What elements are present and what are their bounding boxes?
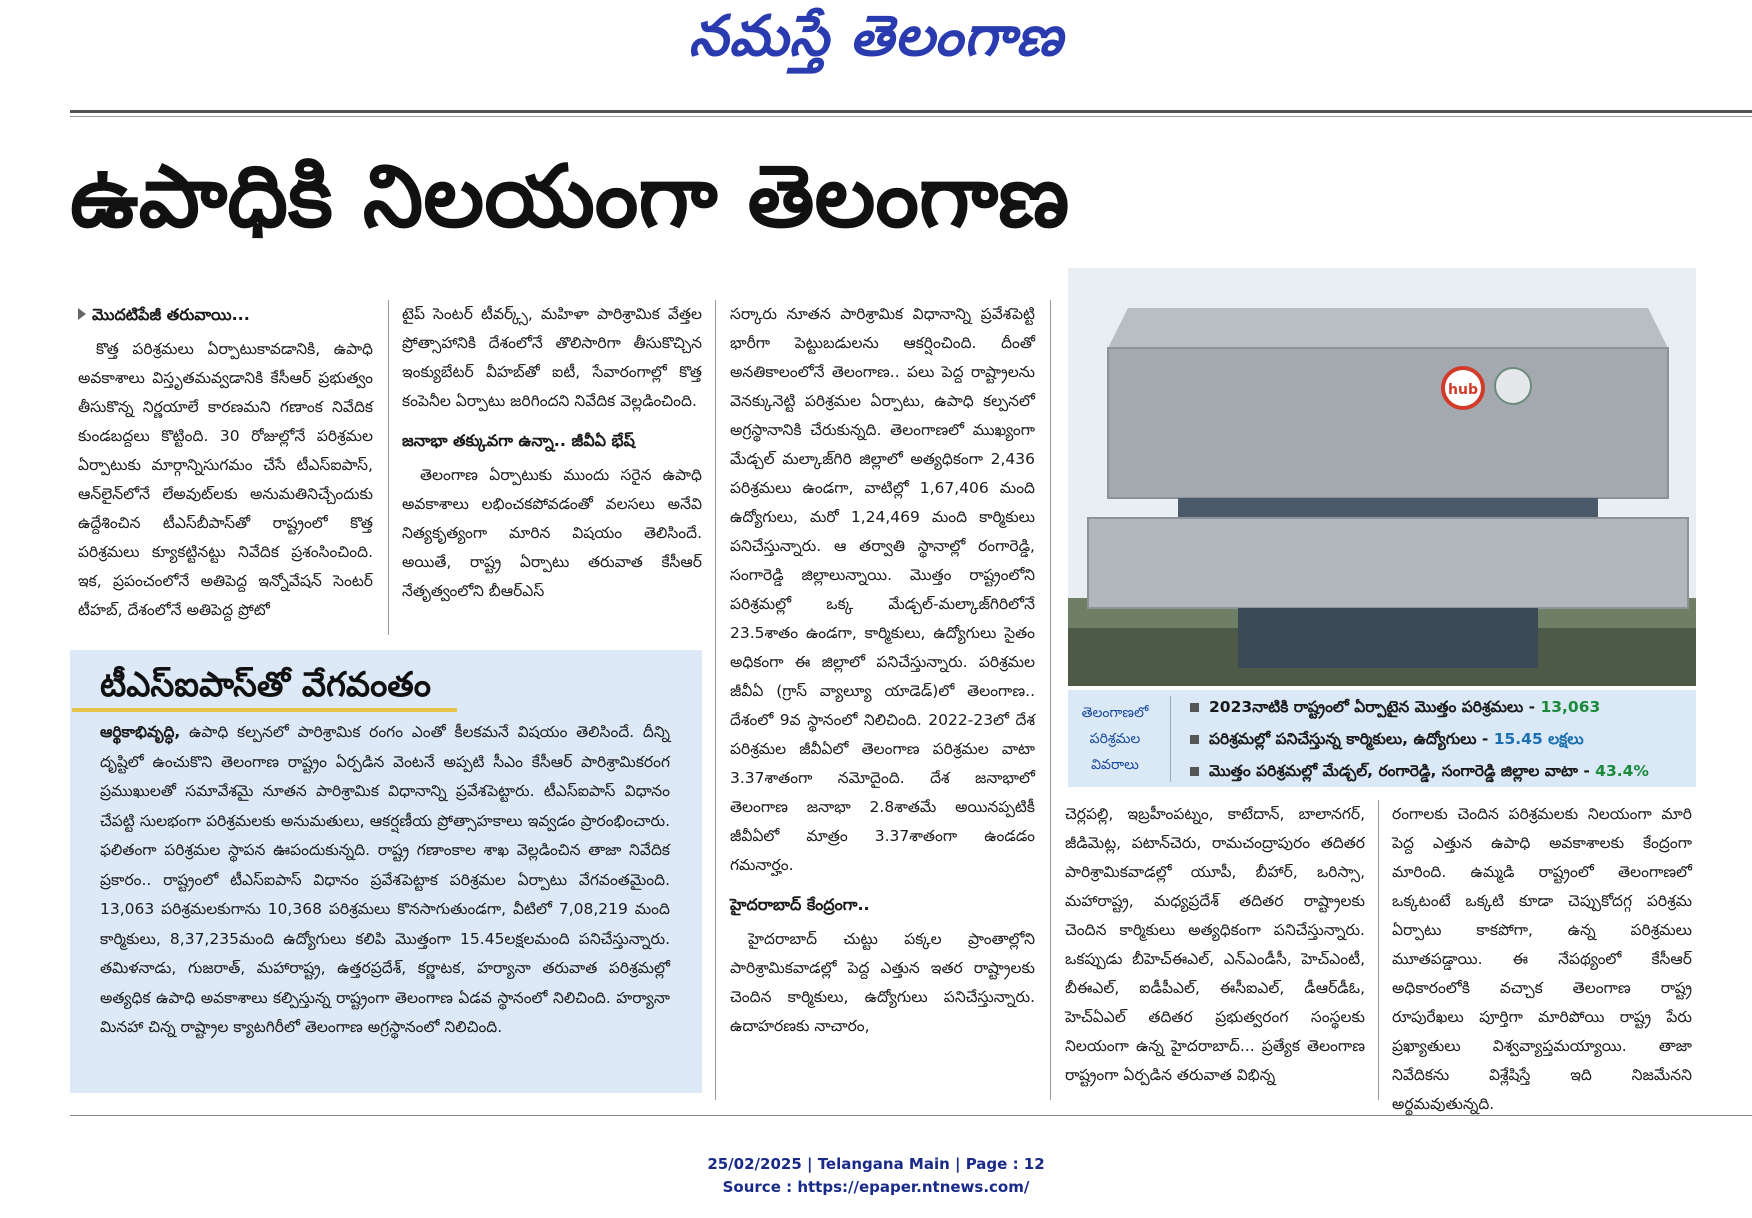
fact-divider: [1170, 696, 1171, 782]
column-divider: [715, 300, 716, 1100]
column-divider: [388, 300, 389, 635]
masthead-rule-thin: [70, 116, 1752, 117]
building-roof: [1108, 308, 1668, 348]
footer-edition-info: 25/02/2025 | Telangana Main | Page : 12: [707, 1155, 1045, 1173]
building-base-glass: [1238, 608, 1538, 668]
fact-item: 2023నాటికి రాష్ట్రంలో ఏర్పాటైన మొత్తం పరిశ్రమలు - 13,063: [1190, 698, 1600, 720]
building-upper-block: [1108, 348, 1668, 498]
box-lead: ఆర్థికాభివృద్ధి,: [100, 723, 181, 741]
footer-source-link[interactable]: Source : https://epaper.ntnews.com/: [722, 1178, 1030, 1196]
article-paragraph: చెర్లపల్లి, ఇబ్రహీంపట్నం, కాటేదాన్, బాలానగర్, జీడిమెట్ల, పటాన్‌చెరు, రామచంద్రాపురం తదితర పారిశ్రామికవాడల్లో యూపీ, బీహార్, ఒరిస్సా, మహారాష్ట్ర, మధ్యప్రదేశ్ తదితర రాష్ట్రాలకు చెందిన కార్మికులు అత్యధికంగా పనిచేస్తున్నారు. ఒకప్పుడు బీహెచ్ఈఎల్, ఎన్ఎండీసీ, హెచ్ఎంటీ, బీఈఎల్, ఐడీపీఎల్, ఈసీఐఎల్, డీఆర్‌డీఓ, హెచ్ఏఎల్ తదితర ప్రభుత్వరంగ సంస్థలకు నిలయంగా ఉన్న హైదరాబాద్... ప్రత్యేక తెలంగాణ రాష్ట్రంగా ఏర్పడిన తరువాత విభిన్న: [1065, 805, 1365, 1084]
column-divider: [1050, 300, 1051, 1100]
kicker-text: మొదటిపేజీ తరువాయి...: [92, 305, 250, 324]
column-3: [730, 300, 1035, 1041]
box-text: [100, 718, 670, 1043]
article-paragraph: తెలంగాణ ఏర్పాటుకు ముందు సరైన ఉపాధి అవకాశాలు లభించకపోవడంతో వలసలు అనేవి నిత్యకృత్యంగా మారిన విషయం తెలిసిందే. అయితే, రాష్ట్ర ఏర్పాటు తరువాత కేసీఆర్ నేతృత్వంలోని బీఆర్ఎస్: [402, 466, 702, 600]
article-paragraph: కొత్త పరిశ్రమలు ఏర్పాటుకావడానికి, ఉపాధి అవకాశాలు విస్తృతమవ్వడానికి కేసీఆర్ ప్రభుత్వం తీసుకొన్న నిర్ణయాలే కారణమని గణాంక నివేదిక కుండబద్దలు కొట్టింది. 30 రోజుల్లోనే పరిశ్రమల ఏర్పాటుకు మార్గాన్నిసుగమం చేసే టీఎస్ఐపాస్, ఆన్‌లైన్‌లోనే లేఅవుట్‌లకు అనుమతినిచ్చేందుకు ఉద్దేశించిన టీఎస్‌బీపాస్‌తో రాష్ట్రంలో కొత్త పరిశ్రమలు క్యూకట్టినట్టు నివేదిక ప్రశంసించింది. ఇక, ప్రపంచంలోనే అతిపెద్ద ఇన్నోవేషన్ సెంటర్ టీహబ్, దేశంలోనే అతిపెద్ద ప్రోటో: [78, 340, 373, 619]
article-paragraph: రంగాలకు చెందిన పరిశ్రమలకు నిలయంగా మారి పెద్ద ఎత్తున ఉపాధి అవకాశాలకు కేంద్రంగా మారింది. ఉమ్మడి రాష్ట్రంలో తెలంగాణలో ఒక్కటంటే ఒక్కటి కూడా చెప్పుకోదగ్గ పరిశ్రమ ఏర్పాటు కాకపోగా, ఉన్న పరిశ్రమలు మూతపడ్డాయి. ఈ నేపథ్యంలో కేసీఆర్ అధికారంలోకి వచ్చాక తెలంగాణ రాష్ట్ర రూపురేఖలు పూర్తిగా మారిపోయి రాష్ట్ర పేరు ప్రఖ్యాతులు విశ్వవ్యాప్తమయ్యాయి. తాజా నివేదికను విశ్లేషిస్తే ఇది నిజమేనని అర్థమవుతున్నది.: [1392, 805, 1692, 1113]
emblem-icon: [1495, 368, 1531, 404]
column-5: [1392, 800, 1692, 1119]
column-divider: [1378, 800, 1379, 1100]
headline: ఉపాధికి నిలయంగా తెలంగాణ: [70, 147, 1070, 247]
box-body: ఉపాధి కల్పనలో పారిశ్రామిక రంగం ఎంతో కీలకమనే విషయం తెలిసిందే. దీన్ని దృష్టిలో ఉంచుకొని తెలంగాణ రాష్ట్రం ఏర్పడిన వెంటనే అప్పటి సీఎం కేసీఆర్ పారిశ్రామికరంగ ప్రముఖులతో సమావేశమై నూతన పారిశ్రామిక విధానాన్ని ప్రవేశపెట్టారు. టీఎస్ఐపాస్ విధానం చేపట్టి సులభంగా పరిశ్రమలకు అనుమతులు, ఆకర్షణీయ ప్రోత్సాహకాలు ఇవ్వడం ప్రారంభించారు. ఫలితంగా పరిశ్రమల స్థాపన ఊపందుకున్నది. రాష్ట్ర గణాంకాల శాఖ వెల్లడించిన తాజా నివేదిక ప్రకారం.. రాష్ట్రంలో టీఎస్ఐపాస్ విధానం ప్రవేశపెట్టాక పరిశ్రమల ఏర్పాటు వేగవంతమైంది. 13,063 పరిశ్రమలకుగాను 10,368 పరిశ్రమలు కొనసాగుతుండగా, వీటిలో 7,08,219 మంది కార్మికులు, 8,37,235మంది ఉద్యోగులు కలిపి మొత్తంగా 15.45లక్షలమంది పనిచేస్తున్నారు. తమిళనాడు, గుజరాత్, మహారాష్ట్ర, ఉత్తరప్రదేశ్, కర్ణాటక, హర్యానా తరువాత పరిశ్రమల్లో అత్యధిక ఉపాధి అవకాశాలు కల్పిస్తున్న రాష్ట్రంగా తెలంగాణ ఏడవ స్థానంలో నిలిచింది. హర్యానా మినహా చిన్న రాష్ట్రాల క్యాటగిరీలో తెలంగాణ అగ్రస్థానంలో నిలిచింది.: [100, 723, 670, 1036]
bullet-icon: [1190, 735, 1199, 744]
subheading: జనాభా తక్కువగా ఉన్నా.. జీవీఏ భేష్: [402, 431, 635, 450]
bullet-icon: [1190, 767, 1199, 776]
article-paragraph: హైదరాబాద్ చుట్టు పక్కల ప్రాంతాల్లోని పారిశ్రామికవాడల్లో పెద్ద ఎత్తున ఇతర రాష్ట్రాలకు చెందిన కార్మికులు, ఉద్యోగులు పనిచేస్తున్నారు. ఉదాహరణకు నాచారం,: [730, 930, 1035, 1035]
bottom-rule: [70, 1115, 1752, 1116]
column-4: [1065, 800, 1365, 1090]
subheading: హైదరాబాద్ కేంద్రంగా..: [730, 895, 870, 914]
fact-item: పరిశ్రమల్లో పనిచేస్తున్న కార్మికులు, ఉద్యోగులు - 15.45 లక్షలు: [1190, 730, 1584, 752]
box-title-underline: [72, 708, 457, 712]
column-2: [402, 300, 702, 606]
masthead-logo: నమస్తే తెలంగాణ: [688, 4, 1064, 69]
article-paragraph: టైప్ సెంటర్ టీవర్క్స్, మహిళా పారిశ్రామిక వేత్తల ప్రోత్సాహానికి దేశంలోనే తొలిసారిగా తీసుకొచ్చిన ఇంక్యుబేటర్ వీహబ్‌తో ఐటీ, సేవారంగాల్లో కొత్త కంపెనీల ఏర్పాటు జరిగిందని నివేదిక వెల్లడించింది.: [402, 305, 702, 410]
building-lower-block: [1088, 518, 1688, 608]
chevron-right-icon: [78, 308, 86, 320]
building-photo: [1068, 268, 1696, 686]
article-paragraph: సర్కారు నూతన పారిశ్రామిక విధానాన్ని ప్రవేశపెట్టి భారీగా పెట్టుబడులను ఆకర్షించింది. దీంతో అనతికాలంలోనే తెలంగాణ.. పలు పెద్ద రాష్ట్రాలను వెనక్కునెట్టి పరిశ్రమల ఏర్పాటు, ఉపాధి కల్పనలో అగ్రస్థానానికి చేరుకున్నది. తెలంగాణలో ముఖ్యంగా మేడ్చల్ మల్కాజ్‌గిరి జిల్లాలో అత్యధికంగా 2,436 పరిశ్రమలు ఉండగా, వాటిల్లో 1,67,406 మంది ఉద్యోగులు, మరో 1,24,469 మంది కార్మికులు పనిచేస్తున్నారు. ఆ తర్వాతి స్థానాల్లో రంగారెడ్డి, సంగారెడ్డి జిల్లాలున్నాయి. మొత్తం రాష్ట్రంలోని పరిశ్రమల్లో ఒక్క మేడ్చల్-మల్కాజ్‌గిరిలోనే 23.5శాతం ఉండగా, కార్మికులు, ఉద్యోగులు సైతం అధికంగా ఈ జిల్లాలో పనిచేస్తున్నారు. పరిశ్రమల జీవీఏ (గ్రాస్ వ్యాల్యూ యాడెడ్)లో తెలంగాణ.. దేశంలో 9వ స్థానంలో నిలిచింది. 2022-23లో దేశ పరిశ్రమల జీవీఏలో తెలంగాణ పరిశ్రమల వాటా 3.37శాతంగా నమోదైంది. దేశ జనాభాలో తెలంగాణ జనాభా 2.8శాతమే అయినప్పటికీ జీవీఏలో మాత్రం 3.37శాతంగా ఉండడం గమనార్హం.: [730, 305, 1035, 874]
logo-text: hub: [1448, 382, 1478, 398]
masthead-rule: [70, 110, 1752, 113]
column-1: [78, 300, 373, 625]
fact-item: మొత్తం పరిశ్రమల్లో మేడ్చల్, రంగారెడ్డి, సంగారెడ్డి జిల్లాల వాటా - 43.4%: [1190, 762, 1649, 784]
bullet-icon: [1190, 703, 1199, 712]
box-title: టీఎస్ఐపాస్‌తో వేగవంతం: [100, 665, 431, 705]
fact-box-label: తెలంగాణలో పరిశ్రమల వివరాలు: [1081, 705, 1149, 773]
kicker: [78, 300, 373, 329]
